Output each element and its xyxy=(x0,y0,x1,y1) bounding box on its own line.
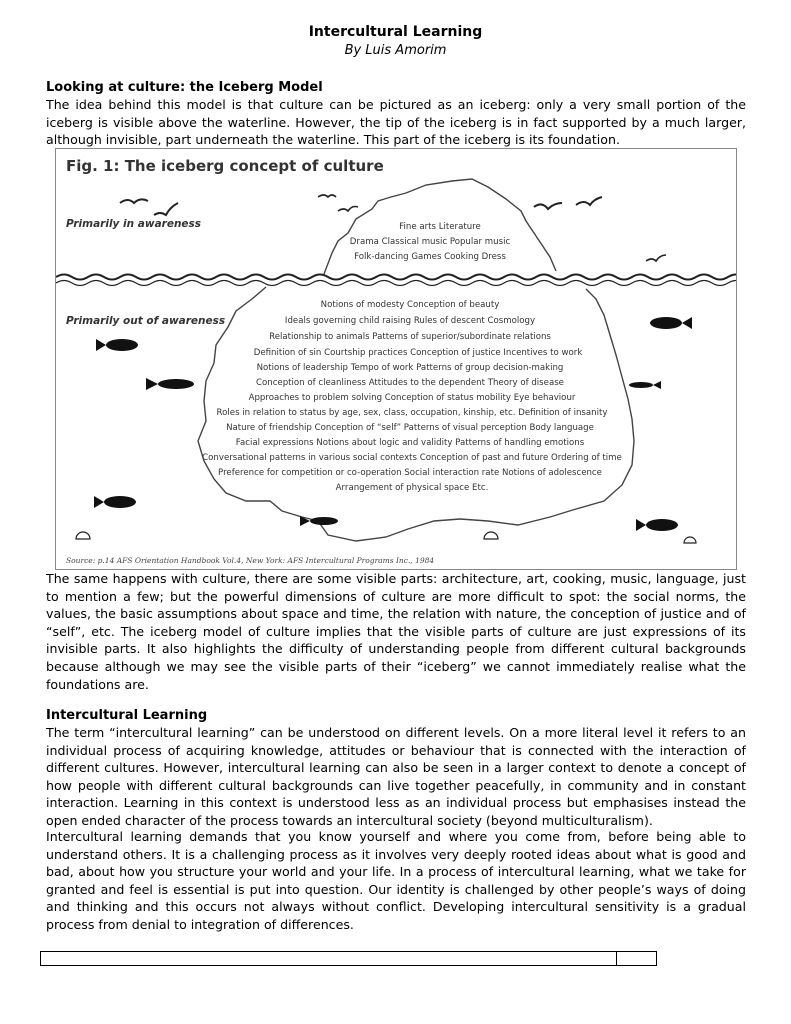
hidden-culture-line: Notions of modesty Conception of beauty xyxy=(320,300,500,310)
paragraph-intercultural-definition: The term “intercultural learning” can be understood on different levels. On a more literal level it refers to an individual process of acquiring knowledge, attitudes or behaviour that is connected with the interaction of different cultures. However, intercultural learning can also be seen in a larger context to denote a concept of how people with different cultural backgrounds can live together peacefully, in community and in constant interaction. Learning in this context is understood less as an individual process but emphasises instead the open ended character of the process towards an intercultural society (beyond multiculturalism). xyxy=(46,725,746,828)
waterline xyxy=(56,275,736,280)
hidden-culture-line: Preference for competition or co-operation Social interaction rate Notions of adolescence xyxy=(218,468,602,478)
hidden-culture-line: Conversational patterns in various social contexts Conception of past and future Ordering of time xyxy=(202,453,622,463)
paragraph-intercultural-demands: Intercultural learning demands that you know yourself and where you come from, before being able to understand others. It is a challenging process as it involves very deeply rooted ideas about what is good and bad, about how you structure your world and your life. In a process of intercultural learning, what we take for granted and feel is essential is put into question. Our identity is challenged by other people’s ways of doing and thinking and this occurs not always without conflict. Developing intercultural sensitivity is a gradual process from denial to integration of differences. xyxy=(46,829,746,932)
paragraph-iceberg-intro: The idea behind this model is that culture can be pictured as an iceberg: only a very small portion of the iceberg is visible above the waterline. However, the tip of the iceberg is in fact supported by a much larger, although invisible, part underneath the waterline. This part of the iceberg is its foundation. xyxy=(46,97,746,148)
figure-title: Fig. 1: The iceberg concept of culture xyxy=(66,157,384,175)
waterline-secondary xyxy=(56,281,736,286)
iceberg-figure xyxy=(55,148,737,570)
bird-icon xyxy=(154,203,178,215)
hidden-culture-line: Definition of sin Courtship practices Conception of justice Incentives to work xyxy=(253,348,583,358)
hidden-culture-line: Roles in relation to status by age, sex, class, occupation, kinship, etc. Definition of insanity xyxy=(216,408,608,418)
bird-icon xyxy=(120,199,148,203)
iceberg-illustration xyxy=(56,149,736,569)
hidden-culture-line: Notions of leadership Tempo of work Patterns of group decision-making xyxy=(256,363,564,373)
label-in-awareness: Primarily in awareness xyxy=(66,218,202,230)
footer-table-divider xyxy=(616,952,617,965)
fish-icon xyxy=(650,317,692,329)
visible-culture-line: Fine arts Literature xyxy=(399,222,481,232)
document-author: By Luis Amorim xyxy=(344,43,447,58)
shell-icon xyxy=(684,537,696,543)
section-heading-intercultural: Intercultural Learning xyxy=(46,708,208,723)
shell-icon xyxy=(76,532,90,539)
bird-icon xyxy=(534,203,562,209)
hidden-culture-line: Nature of friendship Conception of “self” Patterns of visual perception Body language xyxy=(226,423,594,433)
figure-source: Source: p.14 AFS Orientation Handbook Vol.4, New York: AFS Intercultural Programs Inc., 1984 xyxy=(66,556,435,565)
visible-culture-line: Drama Classical music Popular music xyxy=(349,237,511,247)
visible-culture-line: Folk-dancing Games Cooking Dress xyxy=(354,252,506,262)
hidden-culture-line: Ideals governing child raising Rules of descent Cosmology xyxy=(284,316,536,326)
hidden-culture-line: Arrangement of physical space Etc. xyxy=(335,483,489,493)
label-out-of-awareness: Primarily out of awareness xyxy=(66,315,226,327)
hidden-culture-line: Conception of cleanliness Attitudes to the dependent Theory of disease xyxy=(256,378,564,388)
fish-icon xyxy=(636,519,678,531)
hidden-culture-line: Approaches to problem solving Conception of status mobility Eye behaviour xyxy=(248,393,576,403)
bird-icon xyxy=(318,195,336,197)
document-title: Intercultural Learning xyxy=(308,24,483,40)
paragraph-iceberg-explanation: The same happens with culture, there are some visible parts: architecture, art, cooking, music, language, just to mention a few; but the powerful dimensions of culture are more difficult to spot: the social norms, the values, the basic assumptions about space and time, the relation with nature, the conception of justice and of “self”, etc. The iceberg model of culture implies that the visible parts of culture are just expressions of its invisible parts. It also highlights the difficulty of understanding people from different cultural backgrounds because although we may see the visible parts of their “iceberg” we cannot immediately realise what the foundations are. xyxy=(46,571,746,692)
fish-icon xyxy=(146,378,194,390)
fish-icon xyxy=(629,381,661,389)
bird-icon xyxy=(576,197,602,205)
bird-icon xyxy=(646,255,666,261)
fish-icon xyxy=(94,496,136,508)
footer-table xyxy=(40,951,657,966)
hidden-culture-line: Facial expressions Notions about logic and validity Patterns of handling emotions xyxy=(235,438,585,448)
hidden-culture-line: Relationship to animals Patterns of superior/subordinate relations xyxy=(269,332,551,342)
section-heading-iceberg: Looking at culture: the Iceberg Model xyxy=(46,80,323,95)
bird-icon xyxy=(338,207,358,212)
fish-icon xyxy=(96,339,138,351)
shell-icon xyxy=(484,532,498,539)
